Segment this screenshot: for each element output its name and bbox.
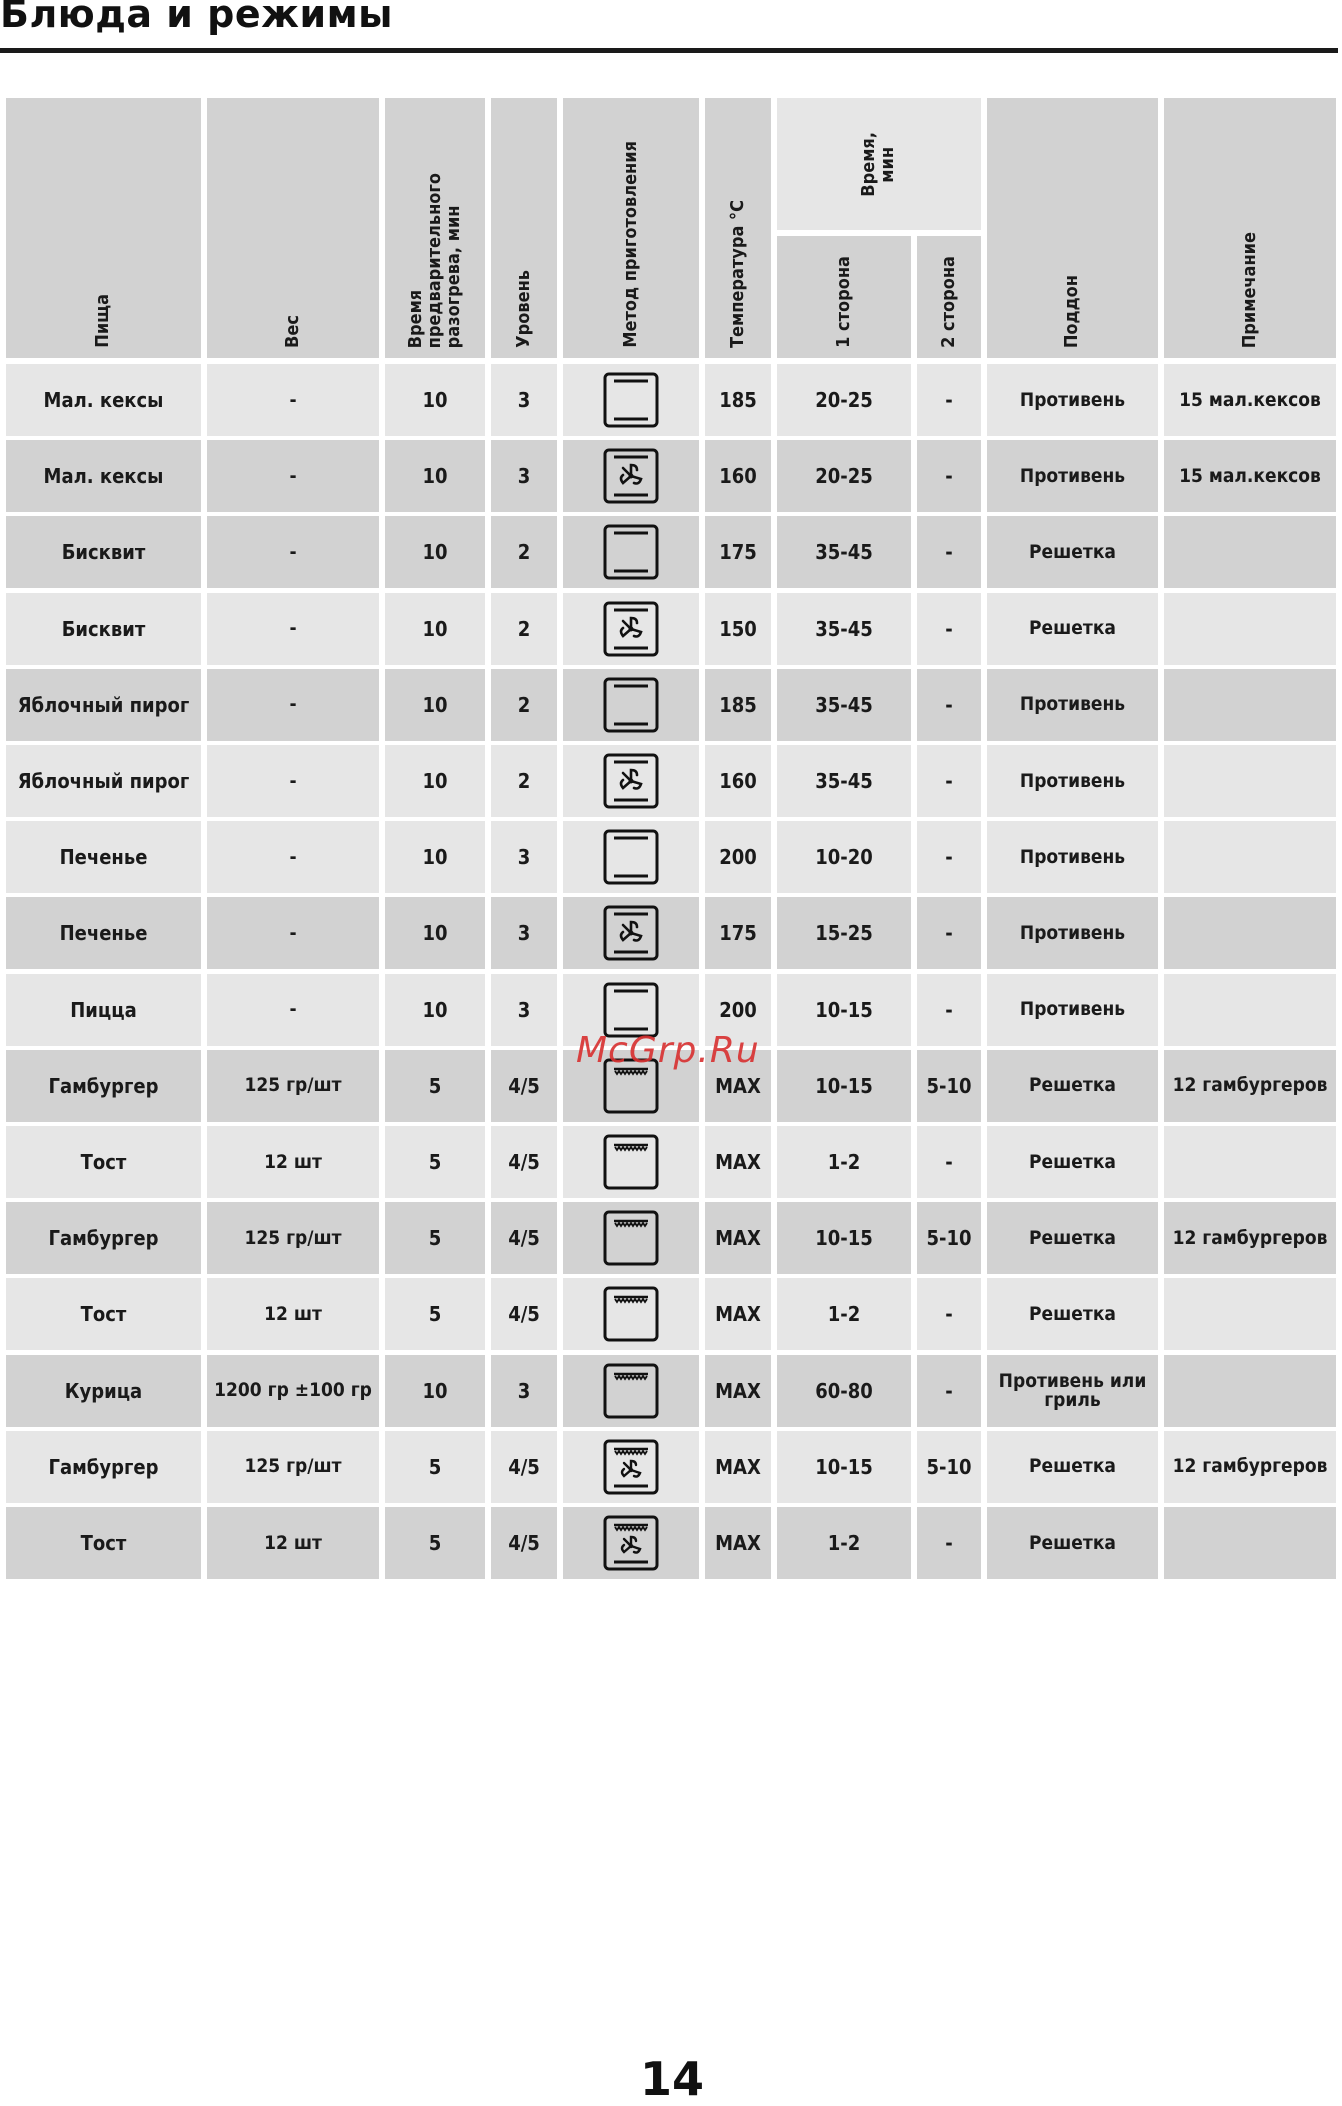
preheat-cell: 10 xyxy=(385,745,485,817)
method-cell xyxy=(563,745,699,817)
level-cell: 2 xyxy=(491,516,557,588)
tray-cell: Решетка xyxy=(987,1507,1158,1579)
temp-cell: 185 xyxy=(705,669,771,741)
food-cell: Гамбургер xyxy=(6,1050,201,1122)
method-cell xyxy=(563,1202,699,1274)
header-side1: 1 сторона xyxy=(777,236,911,358)
weight-cell: 12 шт xyxy=(207,1507,379,1579)
grill-fan-icon xyxy=(602,1514,660,1572)
fan-icon xyxy=(602,600,660,658)
level-cell: 4/5 xyxy=(491,1050,557,1122)
note-cell xyxy=(1164,745,1336,817)
preheat-cell: 5 xyxy=(385,1278,485,1350)
grill-icon xyxy=(602,1133,660,1191)
temp-cell: MAX xyxy=(705,1431,771,1503)
temp-cell: 185 xyxy=(705,364,771,436)
tray-cell: Решетка xyxy=(987,1431,1158,1503)
side1-cell: 10-15 xyxy=(777,1050,911,1122)
weight-cell: - xyxy=(207,745,379,817)
food-cell: Печенье xyxy=(6,897,201,969)
header-tray: Поддон xyxy=(987,98,1158,358)
temp-cell: MAX xyxy=(705,1507,771,1579)
header-food: Пища xyxy=(6,98,201,358)
method-cell xyxy=(563,1431,699,1503)
note-cell: 15 мал.кексов xyxy=(1164,440,1336,512)
header-note: Примечание xyxy=(1164,98,1336,358)
weight-cell: 125 гр/шт xyxy=(207,1431,379,1503)
grill-icon xyxy=(602,1209,660,1267)
conventional-icon xyxy=(602,676,660,734)
header-preheat: Время предварительного разогрева, мин xyxy=(385,98,485,358)
table-row xyxy=(6,897,1336,969)
side1-cell: 35-45 xyxy=(777,669,911,741)
temp-cell: MAX xyxy=(705,1355,771,1427)
method-cell xyxy=(563,1126,699,1198)
side2-cell: - xyxy=(917,897,981,969)
tray-cell: Противень xyxy=(987,745,1158,817)
temp-cell: 150 xyxy=(705,593,771,665)
preheat-cell: 10 xyxy=(385,1355,485,1427)
weight-cell: - xyxy=(207,821,379,893)
food-cell: Мал. кексы xyxy=(6,440,201,512)
level-cell: 4/5 xyxy=(491,1202,557,1274)
side2-cell: - xyxy=(917,1278,981,1350)
level-cell: 2 xyxy=(491,593,557,665)
header-method: Метод приготовления xyxy=(563,98,699,358)
temp-cell: 175 xyxy=(705,516,771,588)
food-cell: Курица xyxy=(6,1355,201,1427)
note-cell xyxy=(1164,974,1336,1046)
food-cell: Бисквит xyxy=(6,593,201,665)
side1-cell: 15-25 xyxy=(777,897,911,969)
title-underline xyxy=(0,48,1338,53)
food-cell: Тост xyxy=(6,1507,201,1579)
side2-cell: - xyxy=(917,974,981,1046)
tray-cell: Противень xyxy=(987,440,1158,512)
food-cell: Тост xyxy=(6,1278,201,1350)
weight-cell: - xyxy=(207,974,379,1046)
fan-icon xyxy=(602,752,660,810)
level-cell: 4/5 xyxy=(491,1278,557,1350)
food-cell: Пицца xyxy=(6,974,201,1046)
weight-cell: - xyxy=(207,669,379,741)
preheat-cell: 10 xyxy=(385,974,485,1046)
temp-cell: 200 xyxy=(705,974,771,1046)
table-row xyxy=(6,1507,1336,1579)
page-title: Блюда и режимы xyxy=(0,0,393,36)
weight-cell: 12 шт xyxy=(207,1278,379,1350)
tray-cell: Противень xyxy=(987,669,1158,741)
preheat-cell: 5 xyxy=(385,1050,485,1122)
table-row xyxy=(6,669,1336,741)
note-cell xyxy=(1164,669,1336,741)
tray-cell: Решетка xyxy=(987,1202,1158,1274)
preheat-cell: 10 xyxy=(385,440,485,512)
header-temperature: Температура °С xyxy=(705,98,771,358)
table-row xyxy=(6,1202,1336,1274)
side1-cell: 10-15 xyxy=(777,974,911,1046)
side1-cell: 20-25 xyxy=(777,440,911,512)
level-cell: 4/5 xyxy=(491,1507,557,1579)
side2-cell: - xyxy=(917,1355,981,1427)
temp-cell: 160 xyxy=(705,440,771,512)
food-cell: Гамбургер xyxy=(6,1431,201,1503)
side2-cell: - xyxy=(917,516,981,588)
header-side2: 2 сторона xyxy=(917,236,981,358)
food-cell: Гамбургер xyxy=(6,1202,201,1274)
tray-cell: Противень xyxy=(987,364,1158,436)
level-cell: 3 xyxy=(491,821,557,893)
preheat-cell: 5 xyxy=(385,1126,485,1198)
side2-cell: - xyxy=(917,440,981,512)
cooking-table xyxy=(6,98,1336,1585)
note-cell xyxy=(1164,1278,1336,1350)
side2-cell: - xyxy=(917,669,981,741)
page-number: 14 xyxy=(640,2052,705,2106)
weight-cell: - xyxy=(207,440,379,512)
note-cell xyxy=(1164,821,1336,893)
temp-cell: MAX xyxy=(705,1202,771,1274)
tray-cell: Противень xyxy=(987,897,1158,969)
header-level: Уровень xyxy=(491,98,557,358)
table-row xyxy=(6,821,1336,893)
conventional-icon xyxy=(602,523,660,581)
preheat-cell: 10 xyxy=(385,593,485,665)
weight-cell: - xyxy=(207,593,379,665)
level-cell: 3 xyxy=(491,440,557,512)
level-cell: 4/5 xyxy=(491,1126,557,1198)
method-cell xyxy=(563,364,699,436)
side1-cell: 1-2 xyxy=(777,1507,911,1579)
level-cell: 3 xyxy=(491,974,557,1046)
note-cell xyxy=(1164,593,1336,665)
side2-cell: - xyxy=(917,1507,981,1579)
note-cell xyxy=(1164,1355,1336,1427)
note-cell xyxy=(1164,1507,1336,1579)
table-row xyxy=(6,440,1336,512)
preheat-cell: 10 xyxy=(385,364,485,436)
side1-cell: 10-20 xyxy=(777,821,911,893)
side2-cell: - xyxy=(917,1126,981,1198)
tray-cell: Решетка xyxy=(987,1278,1158,1350)
tray-cell: Противень xyxy=(987,821,1158,893)
weight-cell: 125 гр/шт xyxy=(207,1050,379,1122)
tray-cell: Противень или гриль xyxy=(987,1355,1158,1427)
temp-cell: 175 xyxy=(705,897,771,969)
side1-cell: 10-15 xyxy=(777,1431,911,1503)
preheat-cell: 5 xyxy=(385,1507,485,1579)
grill-icon xyxy=(602,1285,660,1343)
weight-cell: 12 шт xyxy=(207,1126,379,1198)
table-row xyxy=(6,1355,1336,1427)
side2-cell: - xyxy=(917,364,981,436)
preheat-cell: 5 xyxy=(385,1202,485,1274)
method-cell xyxy=(563,821,699,893)
level-cell: 2 xyxy=(491,669,557,741)
note-cell xyxy=(1164,516,1336,588)
side1-cell: 1-2 xyxy=(777,1278,911,1350)
note-cell: 15 мал.кексов xyxy=(1164,364,1336,436)
side2-cell: 5-10 xyxy=(917,1050,981,1122)
side2-cell: 5-10 xyxy=(917,1431,981,1503)
table-row xyxy=(6,516,1336,588)
method-cell xyxy=(563,440,699,512)
weight-cell: 1200 гр ±100 гр xyxy=(207,1355,379,1427)
table-row xyxy=(6,745,1336,817)
food-cell: Яблочный пирог xyxy=(6,669,201,741)
food-cell: Печенье xyxy=(6,821,201,893)
side1-cell: 10-15 xyxy=(777,1202,911,1274)
side2-cell: - xyxy=(917,745,981,817)
fan-icon xyxy=(602,904,660,962)
tray-cell: Решетка xyxy=(987,593,1158,665)
level-cell: 4/5 xyxy=(491,1431,557,1503)
side2-cell: 5-10 xyxy=(917,1202,981,1274)
tray-cell: Решетка xyxy=(987,1050,1158,1122)
grill-fan-icon xyxy=(602,1438,660,1496)
food-cell: Тост xyxy=(6,1126,201,1198)
method-cell xyxy=(563,1507,699,1579)
preheat-cell: 10 xyxy=(385,821,485,893)
level-cell: 2 xyxy=(491,745,557,817)
note-cell: 12 гамбургеров xyxy=(1164,1431,1336,1503)
temp-cell: MAX xyxy=(705,1050,771,1122)
side2-cell: - xyxy=(917,821,981,893)
note-cell xyxy=(1164,897,1336,969)
method-cell xyxy=(563,669,699,741)
conventional-icon xyxy=(602,371,660,429)
method-cell xyxy=(563,593,699,665)
note-cell xyxy=(1164,1126,1336,1198)
level-cell: 3 xyxy=(491,897,557,969)
side1-cell: 1-2 xyxy=(777,1126,911,1198)
food-cell: Мал. кексы xyxy=(6,364,201,436)
weight-cell: 125 гр/шт xyxy=(207,1202,379,1274)
temp-cell: MAX xyxy=(705,1126,771,1198)
note-cell: 12 гамбургеров xyxy=(1164,1202,1336,1274)
method-cell xyxy=(563,516,699,588)
tray-cell: Решетка xyxy=(987,516,1158,588)
fan-icon xyxy=(602,447,660,505)
weight-cell: - xyxy=(207,516,379,588)
side1-cell: 20-25 xyxy=(777,364,911,436)
header-time-group: Время, мин xyxy=(777,98,981,230)
weight-cell: - xyxy=(207,364,379,436)
method-cell xyxy=(563,897,699,969)
note-cell: 12 гамбургеров xyxy=(1164,1050,1336,1122)
table-row xyxy=(6,364,1336,436)
preheat-cell: 10 xyxy=(385,669,485,741)
side1-cell: 35-45 xyxy=(777,593,911,665)
table-row xyxy=(6,1126,1336,1198)
preheat-cell: 10 xyxy=(385,897,485,969)
temp-cell: 200 xyxy=(705,821,771,893)
temp-cell: 160 xyxy=(705,745,771,817)
side2-cell: - xyxy=(917,593,981,665)
food-cell: Бисквит xyxy=(6,516,201,588)
side1-cell: 60-80 xyxy=(777,1355,911,1427)
conventional-icon xyxy=(602,828,660,886)
level-cell: 3 xyxy=(491,1355,557,1427)
preheat-cell: 10 xyxy=(385,516,485,588)
level-cell: 3 xyxy=(491,364,557,436)
weight-cell: - xyxy=(207,897,379,969)
food-cell: Яблочный пирог xyxy=(6,745,201,817)
table-row xyxy=(6,1431,1336,1503)
side1-cell: 35-45 xyxy=(777,745,911,817)
tray-cell: Решетка xyxy=(987,1126,1158,1198)
table-row xyxy=(6,593,1336,665)
tray-cell: Противень xyxy=(987,974,1158,1046)
method-cell xyxy=(563,1355,699,1427)
header-weight: Вес xyxy=(207,98,379,358)
watermark: McGrp.Ru xyxy=(576,1030,760,1071)
temp-cell: MAX xyxy=(705,1278,771,1350)
side1-cell: 35-45 xyxy=(777,516,911,588)
table-row xyxy=(6,1278,1336,1350)
preheat-cell: 5 xyxy=(385,1431,485,1503)
method-cell xyxy=(563,1278,699,1350)
grill-icon xyxy=(602,1362,660,1420)
